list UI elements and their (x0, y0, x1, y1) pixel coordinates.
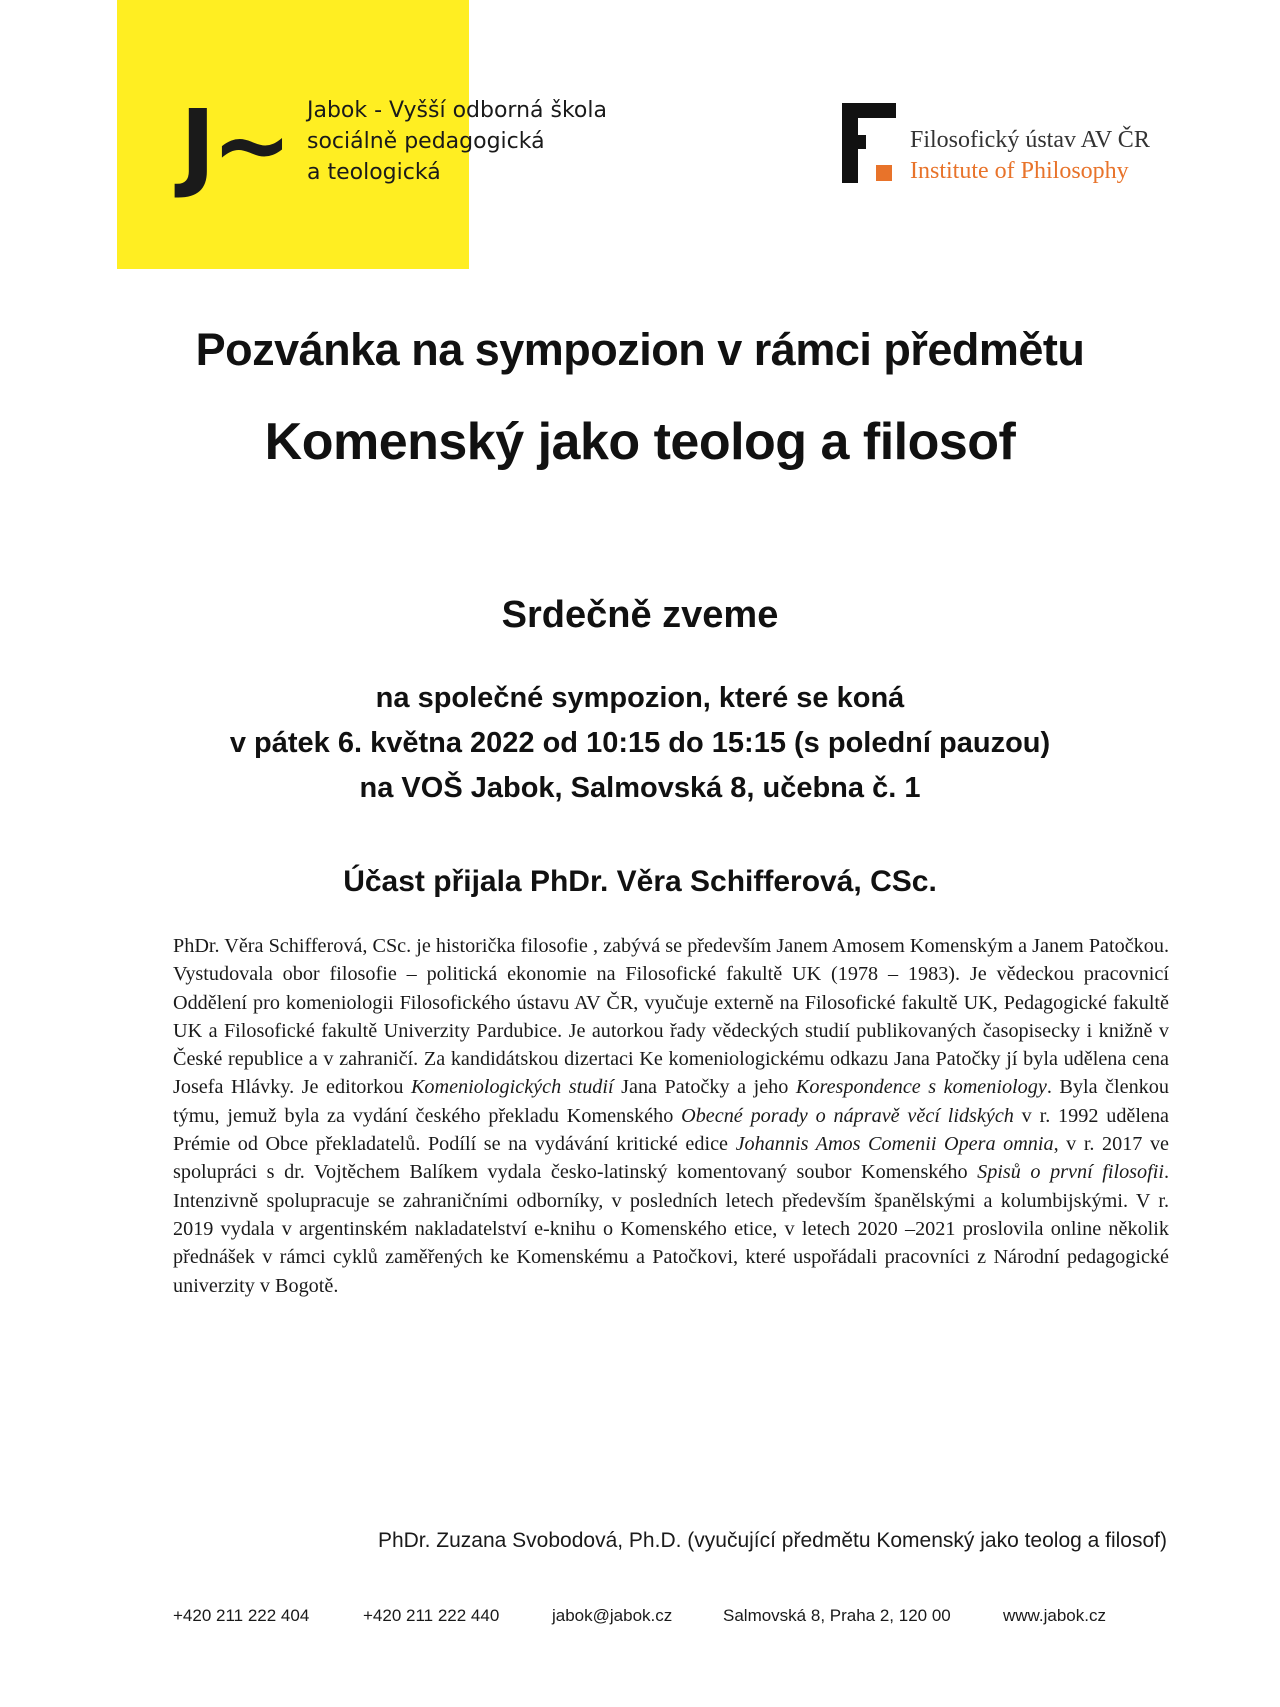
bio-italic-2: Korespondence s komeniology (795, 1076, 1047, 1099)
footer-web-link[interactable]: www.jabok.cz (1003, 1606, 1106, 1625)
guest-heading: Účast přijala PhDr. Věra Schifferová, CSc. (343, 865, 937, 898)
jabok-logo-line-3: a teologická (307, 160, 441, 185)
jabok-logo-line-1: Jabok - Vyšší odborná škola (307, 98, 607, 123)
footer-email-link[interactable]: jabok@jabok.cz (552, 1606, 673, 1625)
guest-biography (173, 932, 1169, 1300)
event-line-2: v pátek 6. května 2022 od 10:15 do 15:15 (s polední pauzou) (229, 727, 1051, 759)
bio-italic-3: Obecné porady o nápravě věcí lidských (681, 1104, 1014, 1127)
footer-phone-1[interactable]: +420 211 222 404 (173, 1606, 310, 1625)
event-line-3: na VOŠ Jabok, Salmovská 8, učebna č. 1 (359, 772, 921, 804)
course-title: Komenský jako teolog a filosof (264, 413, 1016, 471)
jabok-logo-text (307, 95, 607, 188)
bio-text-5: , v r. 2017 ve spolupráci s dr. Vojtěchem Balíkem vydala česko-latinský komentovaný soubor Komenského (173, 1133, 1169, 1184)
fu-logo-line-2: Institute of Philosophy (910, 158, 1129, 184)
jabok-logo-line-2: sociálně pedagogická (307, 129, 545, 154)
invitation-title: Pozvánka na sympozion v rámci předmětu (195, 324, 1085, 375)
event-details (0, 676, 1280, 811)
footer-address: Salmovská 8, Praha 2, 120 00 (723, 1606, 951, 1625)
jabok-logo-mark: J~ (180, 89, 289, 201)
bio-italic-1: Komeniologických studií (410, 1076, 614, 1099)
fu-logo-line-1: Filosofický ústav AV ČR (910, 127, 1150, 153)
greeting-heading: Srdečně zveme (501, 594, 779, 636)
footer-phone-2[interactable]: +420 211 222 440 (363, 1606, 500, 1625)
bio-text-1: PhDr. Věra Schifferová, CSc. je historička filosofie , zabývá se především Janem Amosem Komenským a Janem Patočkou. Vystudovala obor filosofie – politická ekonomie na Filosofické fakultě UK (1978 – 1983). Je vědeckou pracovnicí Oddělení pro komeniologii Filosofického ústavu AV ČR, vyučuje externě na Filosofické fakultě UK, Pedagogické fakultě UK a Filosofické fakultě Univerzity Pardubice. Je autorkou řady vědeckých studií publikovaných časopisecky i knižně v České republice a v zahraničí. Za kandidátskou dizertaci Ke komeniologickému odkazu Jana Patočky jí byla udělena cena Josefa Hlávky. Je editorkou (173, 935, 1169, 1099)
fu-logo (842, 103, 1162, 193)
bio-text-6: . Intenzivně spolupracuje se zahraničními odborníky, v posledních letech především španělskými a kolumbijskými. V r. 2019 vydala v argentinském nakladatelství e-knihu o Komenského etice, v letech 2020 –2021 proslovila online několik přednášek v rámci cyklů zaměřených ke Komenskému a Patočkovi, které uspořádali pracovníci z Národní pedagogické univerzity v Bogotě. (173, 1161, 1169, 1297)
bio-text-2: Jana Patočky a jeho (613, 1076, 796, 1099)
footer-contacts (173, 1606, 1173, 1636)
bio-italic-5: Spisů o první filosofii (977, 1161, 1164, 1184)
bio-text-4: v r. 1992 udělena Prémie od Obce překladatelů. Podílí se na vydávání kritické edice (173, 1104, 1169, 1156)
bio-text-3: . Byla členkou týmu, jemuž byla za vydání českého překladu Komenského (173, 1076, 1169, 1127)
fu-logo-mark-icon (842, 103, 902, 183)
organizer-signature: PhDr. Zuzana Svobodová, Ph.D. (vyučující předmětu Komenský jako teolog a filosof) (377, 1529, 1167, 1552)
bio-italic-4: Johannis Amos Comenii Opera omnia (735, 1133, 1054, 1156)
event-line-1: na společné sympozion, které se koná (375, 682, 905, 714)
